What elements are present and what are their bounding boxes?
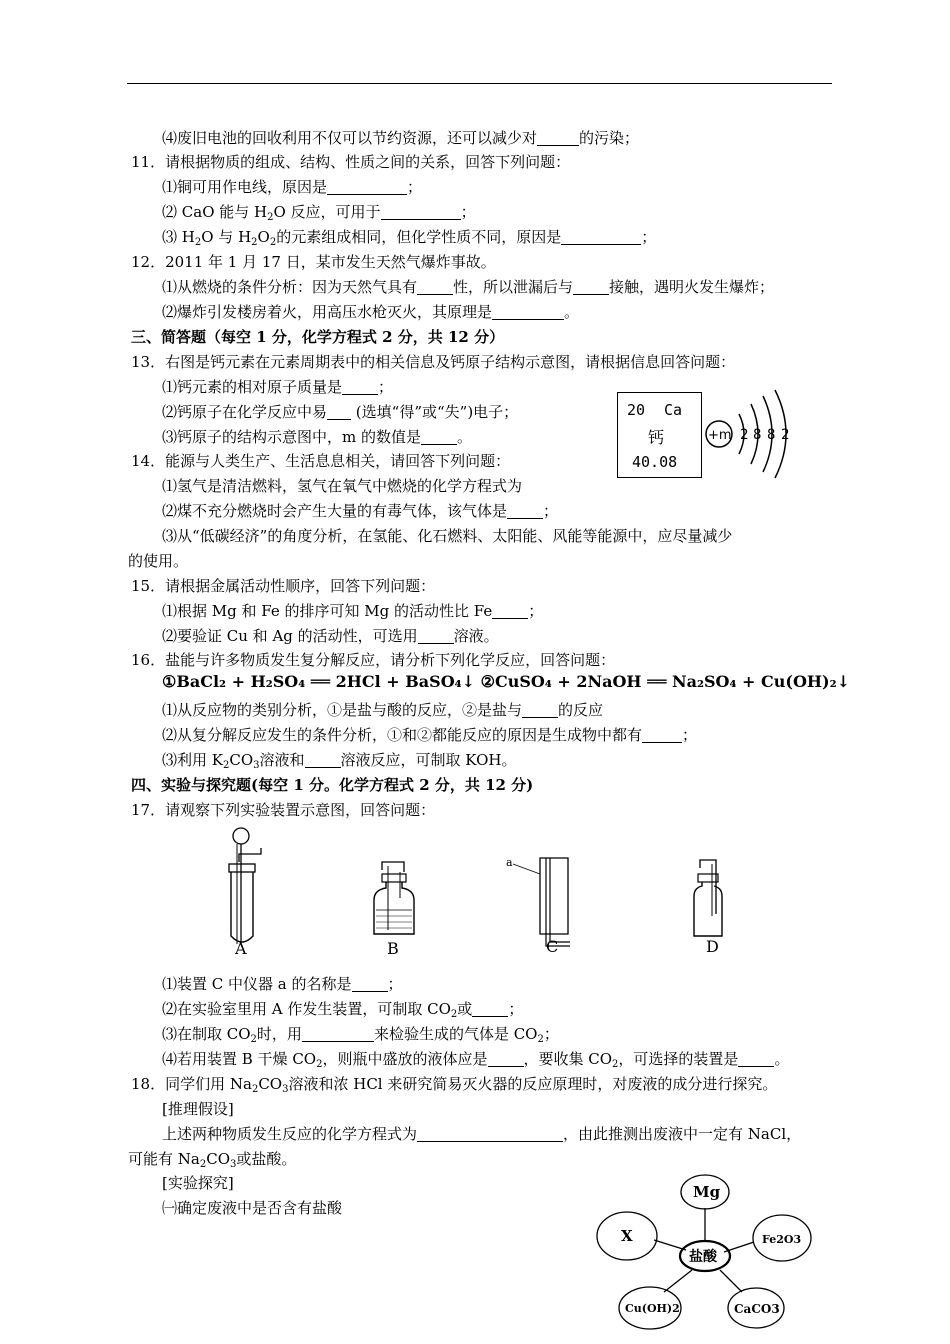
- q18-p2: 可能有 $Na_2CO_3$或盐酸。: [128, 1150, 297, 1170]
- q14-3: ⑶从“低碳经济”的角度分析，在氢能、化石燃料、太阳能、风能等能源中，应尽量减少: [162, 527, 733, 545]
- hypothesis-heading: [推理假设]: [162, 1100, 234, 1118]
- q13-1: ⑴钙元素的相对原子质量是 ；: [162, 378, 394, 396]
- label-b: B: [387, 939, 399, 958]
- q11-stem: 11．请根据物质的组成、结构、性质之间的关系，回答下列问题：: [131, 153, 571, 171]
- q12-1: ⑴从燃烧的条件分析：因为天然气具有 性，所以泄漏后与 接触，遇明火发生爆炸；: [162, 278, 775, 296]
- q14-2: ⑵煤不充分燃烧时会产生大量的有毒气体，该气体是 ；: [162, 502, 559, 520]
- q12-2: ⑵爆炸引发楼房着火，用高压水枪灭火，其原理是 。: [162, 303, 580, 321]
- q17-2: ⑵在实验室里用 A 作发生装置，可制取 $CO_2$或 ；: [162, 1000, 524, 1020]
- q11-1: ⑴铜可用作电线，原因是 ；: [162, 178, 423, 196]
- q16-stem: 16．盐能与许多物质发生复分解反应，请分析下列化学反应，回答问题：: [131, 651, 616, 669]
- apparatus-b: [368, 858, 424, 958]
- element-symbol: Ca: [664, 401, 683, 419]
- node-caco3: CaCO3: [734, 1302, 780, 1316]
- q18-part1: ㈠确定废液中是否含有盐酸: [162, 1199, 343, 1217]
- node-fe2o3: Fe2O3: [762, 1233, 802, 1246]
- node-center-hcl: 盐酸: [689, 1249, 717, 1265]
- section-3-heading: 三、简答题（每空 1 分，化学方程式 2 分，共 12 分）: [131, 328, 505, 346]
- node-x: X: [621, 1227, 633, 1245]
- q10-4: ⑷废旧电池的回收利用不仅可以节约资源，还可以减少对 的污染；: [162, 129, 640, 147]
- label-instrument-a: a: [506, 856, 513, 869]
- q18-stem: 18．同学们用 $Na_2CO_3$溶液和浓 HCl 来研究简易灭火器的反应原理时，对废液的成分进行探究。: [131, 1075, 778, 1095]
- node-cuoh2: Cu(OH)2: [625, 1302, 680, 1315]
- q13-2: ⑵钙原子在化学反应中易 (选填“得”或“失”)电子；: [162, 403, 519, 421]
- atomic-mass: 40.08: [632, 453, 678, 471]
- q13-3: ⑶钙原子的结构示意图中，m 的数值是 。: [162, 428, 473, 446]
- label-a: A: [235, 939, 247, 958]
- q11-3: ⑶ $H_2O$ 与 $H_2O_2$的元素组成相同，但化学性质不同，原因是 ；: [162, 228, 657, 248]
- q15-stem: 15．请根据金属活动性顺序，回答下列问题：: [131, 577, 436, 595]
- q16-1: ⑴从反应物的类别分析，①是盐与酸的反应，②是盐与 的反应: [162, 701, 604, 719]
- q16-3: ⑶利用 $K_2CO_3$溶液和 溶液反应，可制取 KOH。: [162, 751, 517, 771]
- shell-4: 2: [781, 427, 790, 443]
- element-name: 钙: [648, 428, 665, 447]
- q14-stem: 14．能源与人类生产、生活息息相关，请回答下列问题：: [131, 452, 511, 470]
- q15-1: ⑴根据 Mg 和 Fe 的排序可知 Mg 的活动性比 Fe ；: [162, 602, 544, 620]
- q17-stem: 17．请观察下列实验装置示意图，回答问题：: [131, 801, 436, 819]
- label-c: C: [546, 937, 559, 956]
- atom-structure-diagram: [703, 388, 803, 480]
- apparatus-c: [504, 852, 574, 958]
- q17-1: ⑴装置 C 中仪器 a 的名称是 ；: [162, 975, 403, 993]
- q14-1: ⑴氢气是清洁燃料，氢气在氧气中燃烧的化学方程式为: [162, 477, 523, 495]
- q12-stem: 12．2011 年 1 月 17 日，某市发生天然气爆炸事故。: [131, 253, 496, 271]
- q17-3: ⑶在制取 $CO_2$时，用 来检验生成的气体是 $CO_2$；: [162, 1025, 559, 1045]
- q15-2: ⑵要验证 Cu 和 Ag 的活动性，可选用 溶液。: [162, 627, 499, 645]
- shell-2: 8: [753, 427, 762, 443]
- q16-2: ⑵从复分解反应发生的条件分析，①和②都能反应的原因是生成物中都有 ；: [162, 726, 698, 744]
- q13-stem: 13．右图是钙元素在元素周期表中的相关信息及钙原子结构示意图，请根据信息回答问题：: [131, 353, 736, 371]
- reaction-equations: ①BaCl₂ + H₂SO₄ ══ 2HCl + BaSO₄↓ ②CuSO₄ + 2NaOH ══ Na₂SO₄ + Cu(OH)₂↓: [162, 672, 850, 691]
- node-mg: Mg: [693, 1183, 721, 1201]
- header-rule: [127, 83, 832, 84]
- label-d: D: [706, 937, 719, 954]
- experiment-heading: [实验探究]: [162, 1174, 234, 1192]
- periodic-table-cell: [617, 392, 702, 478]
- section-4-heading: 四、实验与探究题(每空 1 分。化学方程式 2 分，共 12 分): [131, 776, 534, 794]
- atomic-number: 20: [627, 401, 646, 419]
- nucleus-label: +m: [708, 428, 732, 443]
- hydrochloric-acid-web: [594, 1172, 816, 1344]
- q14-3-cont: 的使用。: [128, 552, 189, 570]
- q18-p1: 上述两种物质发生反应的化学方程式为 ，由此推测出废液中一定有 NaCl，: [162, 1125, 802, 1143]
- q17-4: ⑷若用装置 B 干燥 $CO_2$，则瓶中盛放的液体应是 ，要收集 $CO_2$，可选择的装置是 。: [162, 1050, 790, 1070]
- apparatus-a: [215, 826, 271, 958]
- q11-2: ⑵ CaO 能与 $H_2O$ 反应，可用于 ；: [162, 203, 476, 223]
- apparatus-d: [688, 854, 734, 954]
- shell-1: 2: [740, 427, 749, 443]
- shell-3: 8: [767, 427, 776, 443]
